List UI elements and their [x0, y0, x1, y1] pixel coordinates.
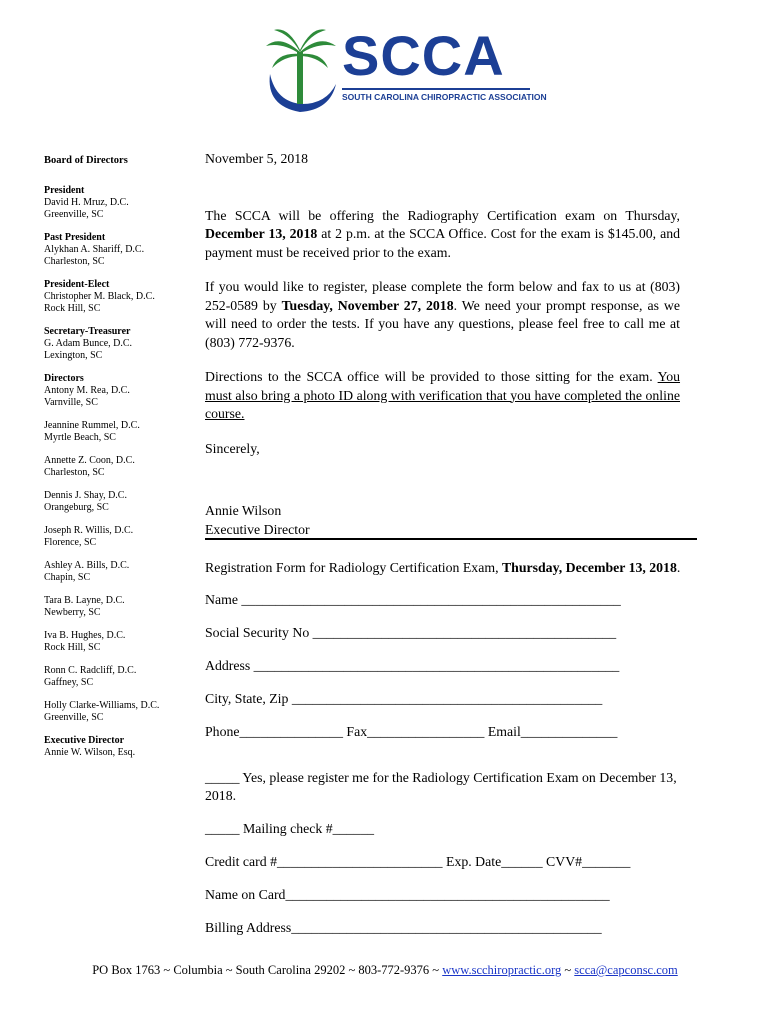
name-on-card-field[interactable]: Name on Card_______________________________________________	[205, 887, 610, 902]
board-member-name: Alykhan A. Shariff, D.C.	[44, 244, 145, 255]
logo-text: SCCA	[342, 24, 505, 87]
signer-name: Annie Wilson	[205, 503, 282, 518]
logo-underline	[342, 88, 530, 90]
board-member	[44, 279, 194, 315]
board-member	[44, 700, 194, 724]
board-member-city: Greenville, SC	[44, 209, 104, 220]
board-member-name: G. Adam Bunce, D.C.	[44, 338, 133, 349]
billing-address-field[interactable]: Billing Address_____________________________________________	[205, 920, 602, 935]
board-member	[44, 326, 194, 362]
letter-closing: Sincerely,	[205, 440, 260, 456]
board-member-name: Joseph R. Willis, D.C.	[44, 525, 134, 536]
board-member-name: Jeannine Rummel, D.C.	[44, 420, 140, 431]
logo-subtitle: SOUTH CAROLINA CHIROPRACTIC ASSOCIATION	[342, 92, 547, 102]
letter-body	[205, 150, 680, 539]
email-link[interactable]: scca@capconsc.com	[574, 963, 678, 977]
footer-separator: ~	[564, 963, 572, 977]
board-role: Past President	[44, 232, 106, 243]
board-member	[44, 455, 194, 479]
board-member-name: Dennis J. Shay, D.C.	[44, 490, 127, 501]
board-list	[44, 185, 194, 759]
board-role: Executive Director	[44, 735, 125, 746]
scca-logo	[260, 24, 550, 116]
board-member	[44, 185, 194, 221]
credit-card-field[interactable]: Credit card #________________________ Exp. Date______ CVV#_______	[205, 854, 631, 869]
mailing-check-field[interactable]: _____ Mailing check #______	[205, 821, 374, 836]
board-member	[44, 735, 194, 759]
board-member-city: Rock Hill, SC	[44, 642, 101, 653]
footer	[0, 963, 770, 978]
board-role: Secretary-Treasurer	[44, 326, 131, 337]
board-member-city: Lexington, SC	[44, 350, 103, 361]
board-member-city: Chapin, SC	[44, 572, 91, 583]
board-member	[44, 525, 194, 549]
registration-deadline: Tuesday, November 27, 2018	[281, 297, 454, 313]
board-member	[44, 490, 194, 514]
board-member-city: Greenville, SC	[44, 712, 104, 723]
board-member	[44, 595, 194, 619]
board-member	[44, 560, 194, 584]
board-member-name: Annette Z. Coon, D.C.	[44, 455, 135, 466]
board-member-city: Newberry, SC	[44, 607, 101, 618]
letter-paragraph-1: The SCCA will be offering the Radiography Certification exam on Thursday, December 13, 2018 at 2 p.m. at the SCCA Office. Cost for the exam is $145.00, and payment must be received prior to the exam.	[205, 207, 680, 260]
board-role: President-Elect	[44, 279, 110, 290]
board-member-name: Tara B. Layne, D.C.	[44, 595, 125, 606]
board-member-name: Antony M. Rea, D.C.	[44, 385, 130, 396]
registration-form	[205, 559, 690, 952]
board-title: Board of Directors	[44, 155, 128, 166]
board-member	[44, 665, 194, 689]
board-member-name: Ronn C. Radcliff, D.C.	[44, 665, 137, 676]
exam-date: December 13, 2018	[205, 226, 318, 241]
board-member	[44, 373, 194, 409]
board-member-name: David H. Mruz, D.C.	[44, 197, 129, 208]
palmetto-tree-icon	[260, 24, 342, 116]
board-member-city: Varnville, SC	[44, 397, 98, 408]
board-member-name: Iva B. Hughes, D.C.	[44, 630, 126, 641]
section-divider	[205, 538, 697, 540]
board-member-city: Charleston, SC	[44, 467, 105, 478]
board-member-city: Rock Hill, SC	[44, 303, 101, 314]
ssn-field[interactable]: Social Security No ____________________________________________	[205, 625, 617, 640]
board-member	[44, 630, 194, 654]
board-member	[44, 420, 194, 444]
footer-address: PO Box 1763 ~ Columbia ~ South Carolina 29202 ~ 803-772-9376 ~	[92, 963, 440, 977]
photo-id-notice: You must also bring a photo ID along with verification that you have completed the online course.	[205, 369, 681, 421]
letter-paragraph-2: If you would like to register, please complete the form below and fax to us at (803) 252-0589 by Tuesday, November 27, 2018. We need your prompt response, as we will need to order the tests. If you have any questions, please feel free to call me at (803) 772-9376.	[205, 279, 680, 350]
board-member	[44, 232, 194, 268]
website-link[interactable]: www.scchiropractic.org	[442, 963, 562, 977]
board-member-city: Gaffney, SC	[44, 677, 94, 688]
signer-title: Executive Director	[205, 521, 310, 537]
board-member-city: Florence, SC	[44, 537, 97, 548]
city-state-zip-field[interactable]: City, State, Zip _____________________________________________	[205, 691, 603, 706]
address-field[interactable]: Address _____________________________________________________	[205, 658, 620, 673]
phone-fax-email-field[interactable]: Phone_______________ Fax_________________ Email______________	[205, 724, 618, 739]
board-member-name: Christopher M. Black, D.C.	[44, 291, 155, 302]
register-confirm-field[interactable]: _____ Yes, please register me for the Radiology Certification Exam on December 13, 2018.	[205, 770, 677, 803]
board-member-name: Annie W. Wilson, Esq.	[44, 747, 136, 758]
board-member-city: Myrtle Beach, SC	[44, 432, 116, 443]
board-member-name: Holly Clarke-Williams, D.C.	[44, 700, 160, 711]
board-member-city: Charleston, SC	[44, 256, 105, 267]
board-of-directors-sidebar	[44, 155, 194, 770]
board-member-city: Orangeburg, SC	[44, 502, 109, 513]
name-field[interactable]: Name _______________________________________________________	[205, 592, 621, 607]
board-member-name: Ashley A. Bills, D.C.	[44, 560, 130, 571]
form-title: Registration Form for Radiology Certification Exam, Thursday, December 13, 2018.	[205, 560, 681, 575]
board-role: President	[44, 185, 85, 196]
letter-paragraph-3: Directions to the SCCA office will be provided to those sitting for the exam. You must also bring a photo ID along with verification that you have completed the online course.	[205, 369, 681, 421]
letter-date: November 5, 2018	[205, 151, 309, 166]
board-role: Directors	[44, 373, 84, 384]
